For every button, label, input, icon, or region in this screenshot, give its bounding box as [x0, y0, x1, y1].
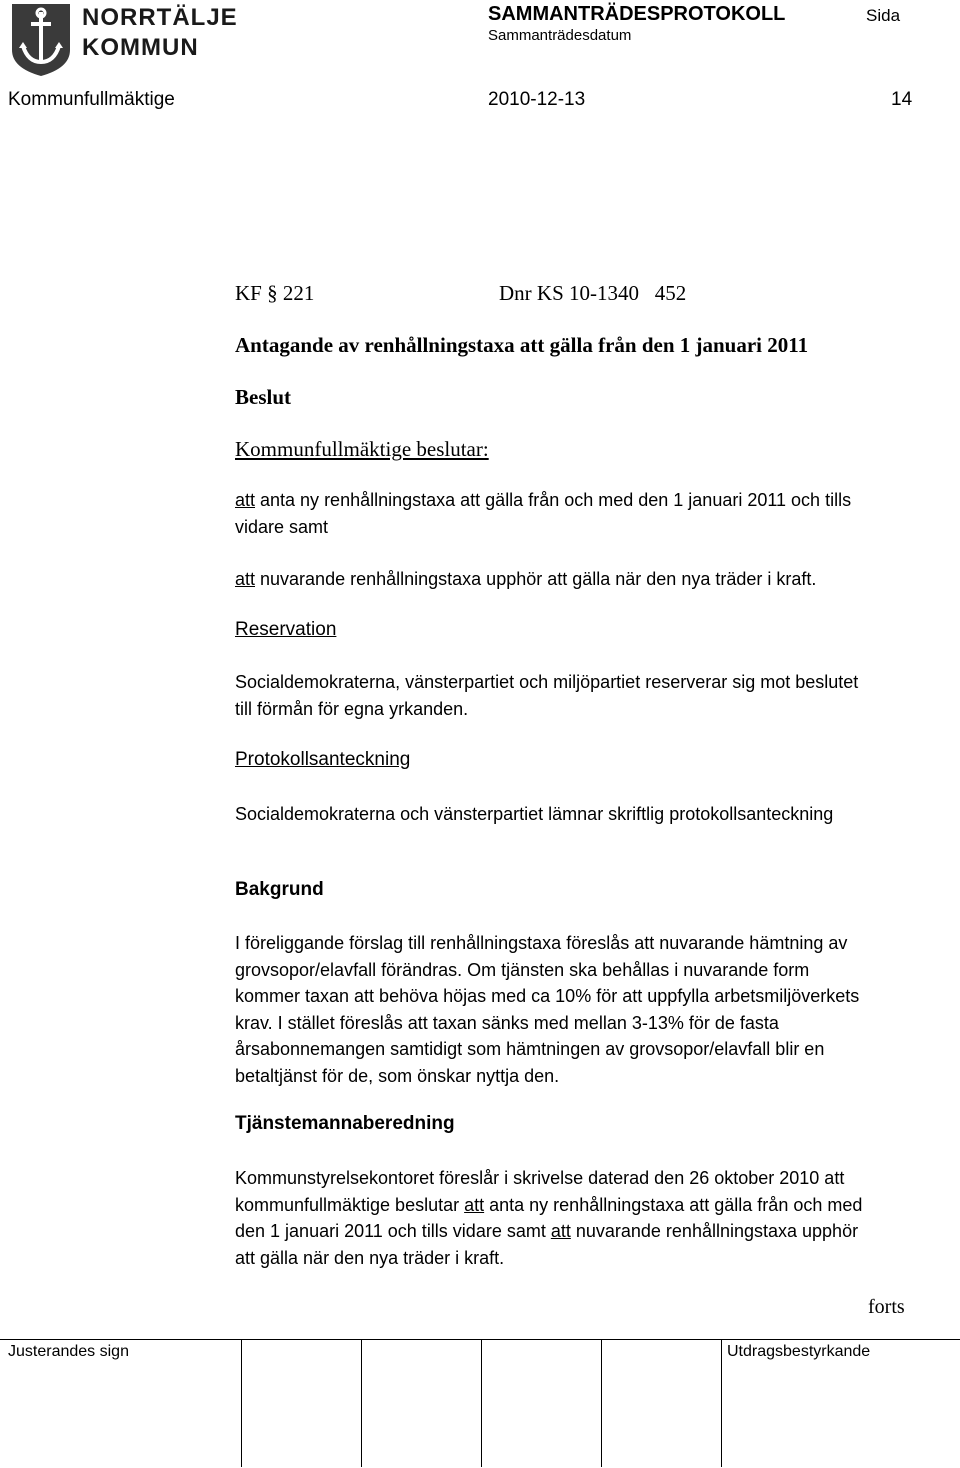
decision-item-1-line1 — [235, 487, 950, 514]
bakgrund-line: krav. I stället föreslås att taxan sänks med mellan 3-13% för de fasta — [235, 1012, 779, 1033]
signature-cell-divider — [601, 1339, 602, 1467]
section-heading-protokollsanteckning: Protokollsanteckning — [235, 749, 411, 770]
reservation-line-1: Socialdemokraterna, vänsterpartiet och miljöpartiet reserverar sig mot beslutet — [235, 672, 859, 692]
section-heading-beslut: Beslut — [235, 385, 292, 409]
signature-cell-divider — [241, 1339, 242, 1467]
signature-cell-divider — [361, 1339, 362, 1467]
meeting-date: 2010-12-13 — [488, 89, 586, 110]
protokollsanteckning-text: Socialdemokraterna och vänsterpartiet lämnar skriftlig protokollsanteckning — [235, 804, 834, 824]
section-heading-bakgrund: Bakgrund — [235, 879, 324, 900]
tjanstemannaberedning-line-1: Kommunstyrelsekontoret föreslår i skrivelse daterad den 26 oktober 2010 att — [235, 1168, 845, 1188]
tjanstemannaberedning-line-3 — [235, 1218, 950, 1245]
page-label: Sida — [866, 6, 901, 25]
continued-marker: forts — [868, 1296, 905, 1318]
logo-text-line1: NORRTÄLJE — [82, 4, 238, 31]
decision-item-1-text: anta ny renhållningstaxa att gälla från och med den 1 januari 2011 och tills — [255, 490, 852, 510]
decision-intro: Kommunfullmäktige beslutar: — [235, 437, 489, 461]
text-segment: nuvarande renhållningstaxa upphör — [570, 1221, 859, 1241]
logo-text-line2: KOMMUN — [82, 34, 199, 61]
decision-item-1 — [235, 487, 950, 540]
decision-item-1-line2: vidare samt — [235, 516, 329, 537]
meeting-date-label: Sammanträdesdatum — [488, 27, 632, 44]
tjanstemannaberedning-text — [235, 1165, 950, 1271]
justerandes-sign-label: Justerandes sign — [8, 1343, 129, 1360]
bakgrund-line: kommer taxan att behöva höjas med ca 10% för att uppfylla arbetsmiljöverkets — [235, 986, 860, 1006]
tjanstemannaberedning-line-4: att gälla när den nya träder i kraft. — [235, 1247, 505, 1268]
tjanstemannaberedning-line-2 — [235, 1192, 950, 1219]
bakgrund-text — [235, 930, 950, 1089]
case-title: Antagande av renhållningstaxa att gälla från den 1 januari 2011 — [235, 333, 809, 357]
decision-item-2-text: nuvarande renhållningstaxa upphör att gälla när den nya träder i kraft. — [255, 569, 817, 589]
body-name: Kommunfullmäktige — [8, 89, 175, 110]
reservation-line-2: till förmån för egna yrkanden. — [235, 698, 469, 719]
signature-cell-divider — [721, 1339, 722, 1467]
att-keyword: att — [464, 1194, 485, 1215]
signature-cell-divider — [481, 1339, 482, 1467]
utdragsbestyrkande-label: Utdragsbestyrkande — [727, 1343, 871, 1360]
case-number: Dnr KS 10-1340 452 — [499, 281, 687, 305]
section-heading-reservation: Reservation — [235, 619, 337, 640]
att-keyword: att — [235, 490, 256, 510]
page-number: 14 — [891, 89, 913, 110]
text-segment: kommunfullmäktige beslutar — [235, 1194, 465, 1215]
paragraph-reference: KF § 221 — [235, 281, 315, 305]
document-type-title: SAMMANTRÄDESPROTOKOLL — [488, 3, 786, 25]
text-segment: anta ny renhållningstaxa att gälla från och med — [484, 1194, 863, 1215]
bakgrund-line: årsabonnemangen samtidigt som hämtningen av grovsopor/elavfall blir en — [235, 1039, 825, 1059]
decision-item-2 — [235, 566, 950, 593]
bakgrund-line: grovsopor/elavfall förändras. Om tjänsten ska behållas i nuvarande form — [235, 959, 810, 980]
bakgrund-line: betaltjänst för de, som önskar nyttja den. — [235, 1065, 560, 1086]
att-keyword: att — [550, 1221, 571, 1241]
text-segment: den 1 januari 2011 och tills vidare samt — [235, 1221, 551, 1241]
municipality-logo — [10, 2, 72, 78]
section-heading-tjanstemannaberedning: Tjänstemannaberedning — [235, 1113, 455, 1134]
att-keyword: att — [235, 569, 256, 589]
bakgrund-line: I föreliggande förslag till renhållningstaxa föreslås att nuvarande hämtning av — [235, 933, 848, 953]
reservation-text — [235, 669, 950, 722]
